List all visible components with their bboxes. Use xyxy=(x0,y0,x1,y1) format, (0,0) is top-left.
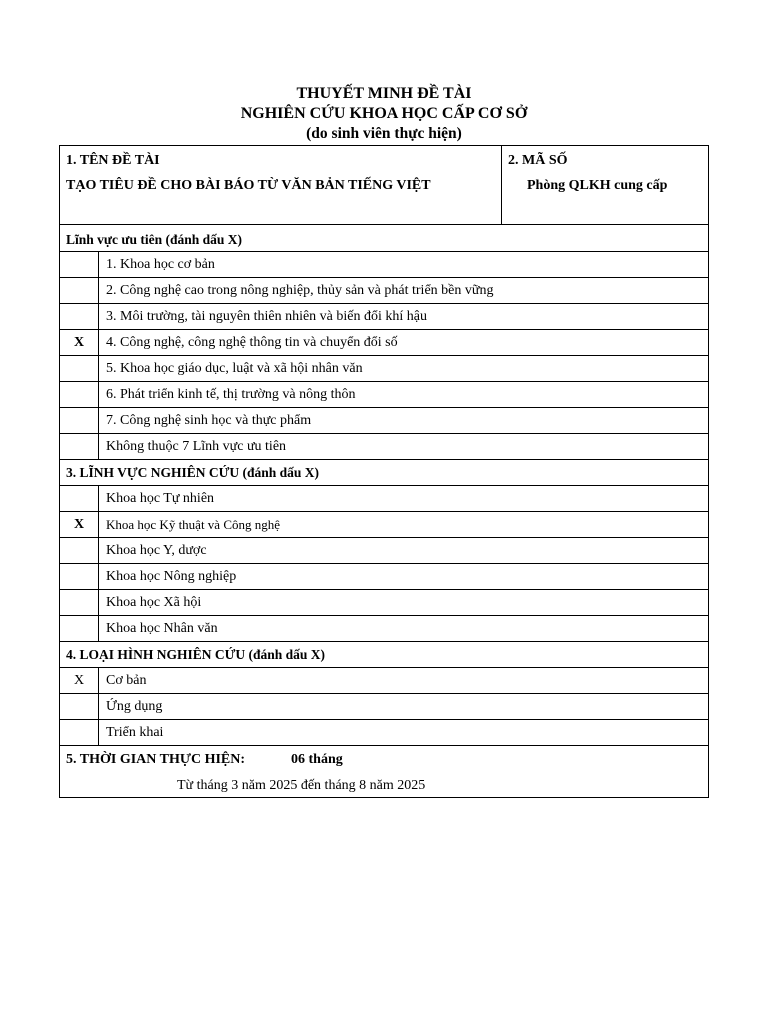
check-cell[interactable] xyxy=(60,278,99,303)
table-row xyxy=(60,252,708,278)
research-field-label: Khoa học Nhân văn xyxy=(106,621,218,636)
priority-section-header: Lĩnh vực ưu tiên (đánh dấu X) xyxy=(60,225,708,252)
research-type-section-header: 4. LOẠI HÌNH NGHIÊN CỨU (đánh dấu X) xyxy=(60,642,708,668)
priority-item-label: 2. Công nghệ cao trong nông nghiệp, thủy sản và phát triển bền vững xyxy=(106,283,494,298)
topic-title: TẠO TIÊU ĐỀ CHO BÀI BÁO TỪ VĂN BẢN TIẾNG VIỆT xyxy=(66,178,431,193)
document-header xyxy=(0,84,768,144)
document-note: (do sinh viên thực hiện) xyxy=(306,125,462,142)
table-row xyxy=(60,512,708,538)
duration-range: Từ tháng 3 năm 2025 đến tháng 8 năm 2025 xyxy=(177,778,426,793)
research-field-label: Khoa học Xã hội xyxy=(106,595,202,610)
research-field-label: Khoa học Nông nghiệp xyxy=(106,569,237,584)
priority-item-label: Không thuộc 7 Lĩnh vực ưu tiên xyxy=(106,439,287,454)
code-cell xyxy=(502,146,708,224)
table-row xyxy=(60,564,708,590)
check-cell[interactable] xyxy=(60,304,99,329)
priority-item-label: 4. Công nghệ, công nghệ thông tin và chuyển đổi số xyxy=(106,335,398,350)
check-cell[interactable] xyxy=(60,408,99,433)
check-cell[interactable]: X xyxy=(60,668,99,693)
check-cell[interactable] xyxy=(60,590,99,615)
table-row xyxy=(60,590,708,616)
table-row xyxy=(60,434,708,460)
check-cell[interactable] xyxy=(60,616,99,641)
table-row xyxy=(60,356,708,382)
duration-section xyxy=(60,746,708,797)
check-cell[interactable] xyxy=(60,356,99,381)
duration-label: 5. THỜI GIAN THỰC HIỆN: xyxy=(66,752,246,767)
research-type-label: Cơ bản xyxy=(106,673,147,688)
check-cell[interactable] xyxy=(60,434,99,459)
code-label: 2. MÃ SỐ xyxy=(508,153,568,168)
check-cell[interactable] xyxy=(60,382,99,407)
priority-item-label: 5. Khoa học giáo dục, luật và xã hội nhân văn xyxy=(106,361,363,376)
code-note: Phòng QLKH cung cấp xyxy=(527,178,668,193)
table-row xyxy=(60,616,708,642)
table-row xyxy=(60,538,708,564)
topic-label: 1. TÊN ĐỀ TÀI xyxy=(66,153,160,168)
priority-item-label: 6. Phát triển kinh tế, thị trường và nông thôn xyxy=(106,387,356,402)
topic-cell xyxy=(60,146,502,224)
research-type-label: Ứng dụng xyxy=(106,699,163,714)
document-title: THUYẾT MINH ĐỀ TÀI xyxy=(296,85,472,102)
form-header-row xyxy=(60,146,708,225)
table-row xyxy=(60,330,708,356)
check-cell[interactable] xyxy=(60,486,99,511)
duration-value: 06 tháng xyxy=(291,752,343,767)
table-row xyxy=(60,382,708,408)
check-cell[interactable] xyxy=(60,720,99,745)
proposal-form xyxy=(59,145,709,798)
research-field-label: Khoa học Tự nhiên xyxy=(106,491,215,506)
check-cell[interactable] xyxy=(60,564,99,589)
priority-item-label: 1. Khoa học cơ bản xyxy=(106,257,215,272)
table-row xyxy=(60,694,708,720)
check-cell[interactable] xyxy=(60,252,99,277)
research-type-label: Triển khai xyxy=(106,725,164,740)
check-cell[interactable] xyxy=(60,538,99,563)
table-row xyxy=(60,668,708,694)
table-row xyxy=(60,304,708,330)
priority-item-label: 7. Công nghệ sinh học và thực phẩm xyxy=(106,413,312,428)
research-field-label: Khoa học Y, dược xyxy=(106,543,207,558)
check-cell[interactable] xyxy=(60,694,99,719)
research-field-section-header: 3. LĨNH VỰC NGHIÊN CỨU (đánh dấu X) xyxy=(60,460,708,486)
table-row xyxy=(60,486,708,512)
table-row xyxy=(60,278,708,304)
table-row xyxy=(60,408,708,434)
research-field-label: Khoa học Kỹ thuật và Công nghệ xyxy=(106,517,281,532)
document-subtitle: NGHIÊN CỨU KHOA HỌC CẤP CƠ SỞ xyxy=(240,105,528,122)
check-cell[interactable]: X xyxy=(60,330,99,355)
table-row xyxy=(60,720,708,746)
priority-item-label: 3. Môi trường, tài nguyên thiên nhiên và biến đổi khí hậu xyxy=(106,309,427,324)
check-cell[interactable]: X xyxy=(60,512,99,537)
